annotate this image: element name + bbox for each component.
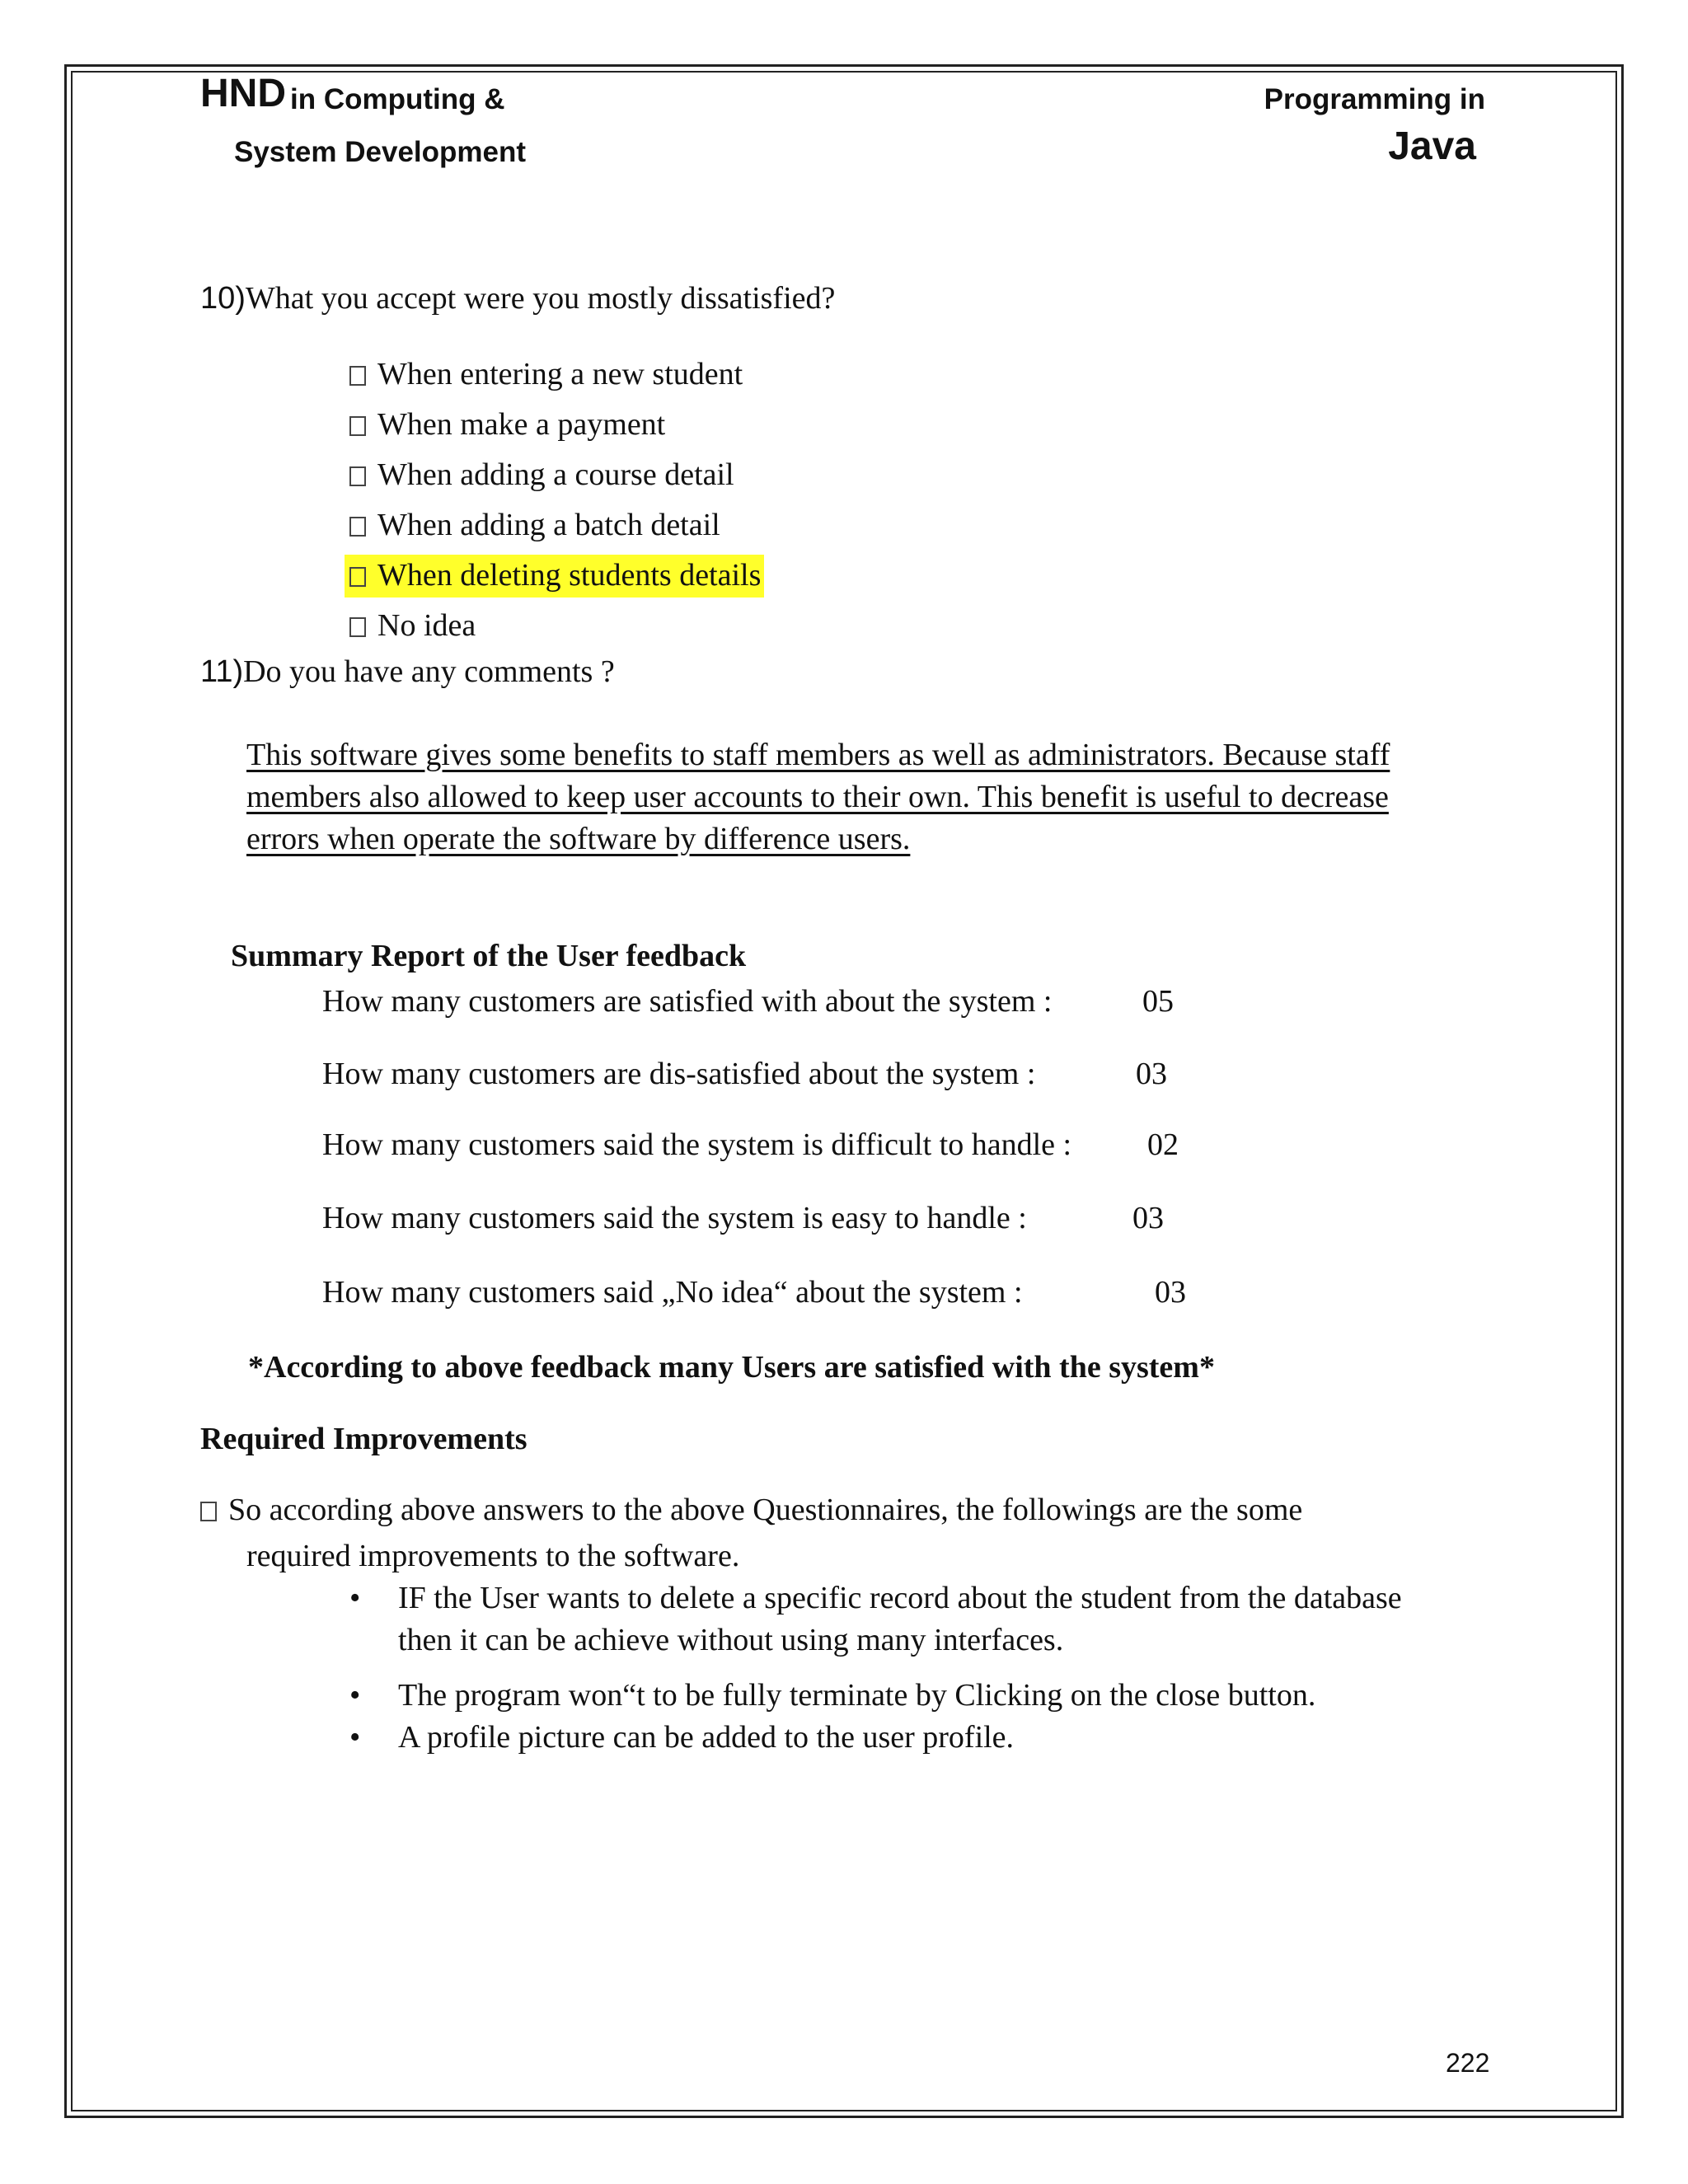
header-in-computing: in Computing & (290, 83, 505, 115)
highlight-mark (345, 555, 764, 598)
bullet-dot: • (349, 1678, 361, 1713)
checkbox-icon (349, 366, 366, 386)
checkbox-icon (349, 617, 366, 637)
option-item (349, 356, 743, 392)
checkbox-icon (349, 466, 366, 486)
question-11-text: Do you have any comments ? (243, 654, 615, 689)
option-item (349, 507, 720, 543)
option-item (349, 457, 734, 493)
summary-row-value: 03 (1155, 1275, 1186, 1310)
comment-line: This software gives some benefits to staff members as well as administrators. Because staff (246, 738, 1390, 772)
bullet-item-line: IF the User wants to delete a specific record about the student from the database (398, 1581, 1402, 1615)
option-label: When make a payment (377, 407, 666, 442)
improvements-intro-line2: required improvements to the software. (246, 1539, 740, 1573)
question-10 (200, 280, 835, 316)
option-label: When deleting students details (377, 558, 762, 593)
option-item-highlighted (349, 557, 764, 593)
page-number: 222 (1446, 2048, 1490, 2078)
summary-row-label: How many customers are dis-satisfied about the system : (322, 1057, 1036, 1091)
bullet-item-line: then it can be achieve without using many interfaces. (398, 1623, 1064, 1657)
option-label: When entering a new student (377, 357, 743, 391)
header-hnd: HND (200, 72, 286, 115)
comment-line: members also allowed to keep user accounts to their own. This benefit is useful to decrease (246, 780, 1389, 814)
summary-conclusion: *According to above feedback many Users are satisfied with the system* (248, 1350, 1215, 1385)
option-label: When adding a batch detail (377, 508, 720, 542)
improvements-intro-line1: So according above answers to the above Questionnaires, the followings are the some (228, 1493, 1303, 1527)
summary-row-value: 03 (1132, 1201, 1164, 1235)
option-item (349, 406, 665, 443)
summary-row-label: How many customers said the system is easy to handle : (322, 1201, 1027, 1235)
question-10-number: 10) (200, 281, 246, 316)
comment-line: errors when operate the software by difference users. (246, 822, 911, 856)
header-programming-in: Programming in (1264, 83, 1485, 115)
bullet-item-line: The program won“t to be fully terminate by Clicking on the close button. (398, 1678, 1316, 1713)
checkbox-icon (200, 1502, 217, 1521)
summary-row-label: How many customers said „No idea“ about the system : (322, 1275, 1023, 1310)
option-item (349, 607, 476, 644)
bullet-dot: • (349, 1581, 361, 1615)
checkbox-icon (349, 567, 366, 587)
improvements-intro (200, 1492, 1302, 1528)
bullet-item-line: A profile picture can be added to the user profile. (398, 1720, 1015, 1755)
summary-row-label: How many customers are satisfied with about the system : (322, 984, 1053, 1019)
checkbox-icon (349, 416, 366, 436)
summary-row-label: How many customers said the system is difficult to handle : (322, 1127, 1072, 1162)
summary-row-value: 03 (1136, 1057, 1167, 1091)
checkbox-icon (349, 517, 366, 537)
summary-row-value: 05 (1142, 984, 1174, 1019)
bullet-dot: • (349, 1720, 361, 1755)
question-10-text: What you accept were you mostly dissatisfied? (245, 281, 836, 316)
summary-title: Summary Report of the User feedback (231, 939, 747, 973)
summary-row-value: 02 (1147, 1127, 1179, 1162)
option-label: When adding a course detail (377, 457, 734, 492)
header-java: Java (1388, 124, 1476, 168)
question-11 (200, 654, 615, 690)
option-label: No idea (377, 608, 476, 643)
header-system-development: System Development (234, 136, 527, 168)
improvements-title: Required Improvements (200, 1422, 528, 1456)
question-11-number: 11) (200, 654, 244, 689)
